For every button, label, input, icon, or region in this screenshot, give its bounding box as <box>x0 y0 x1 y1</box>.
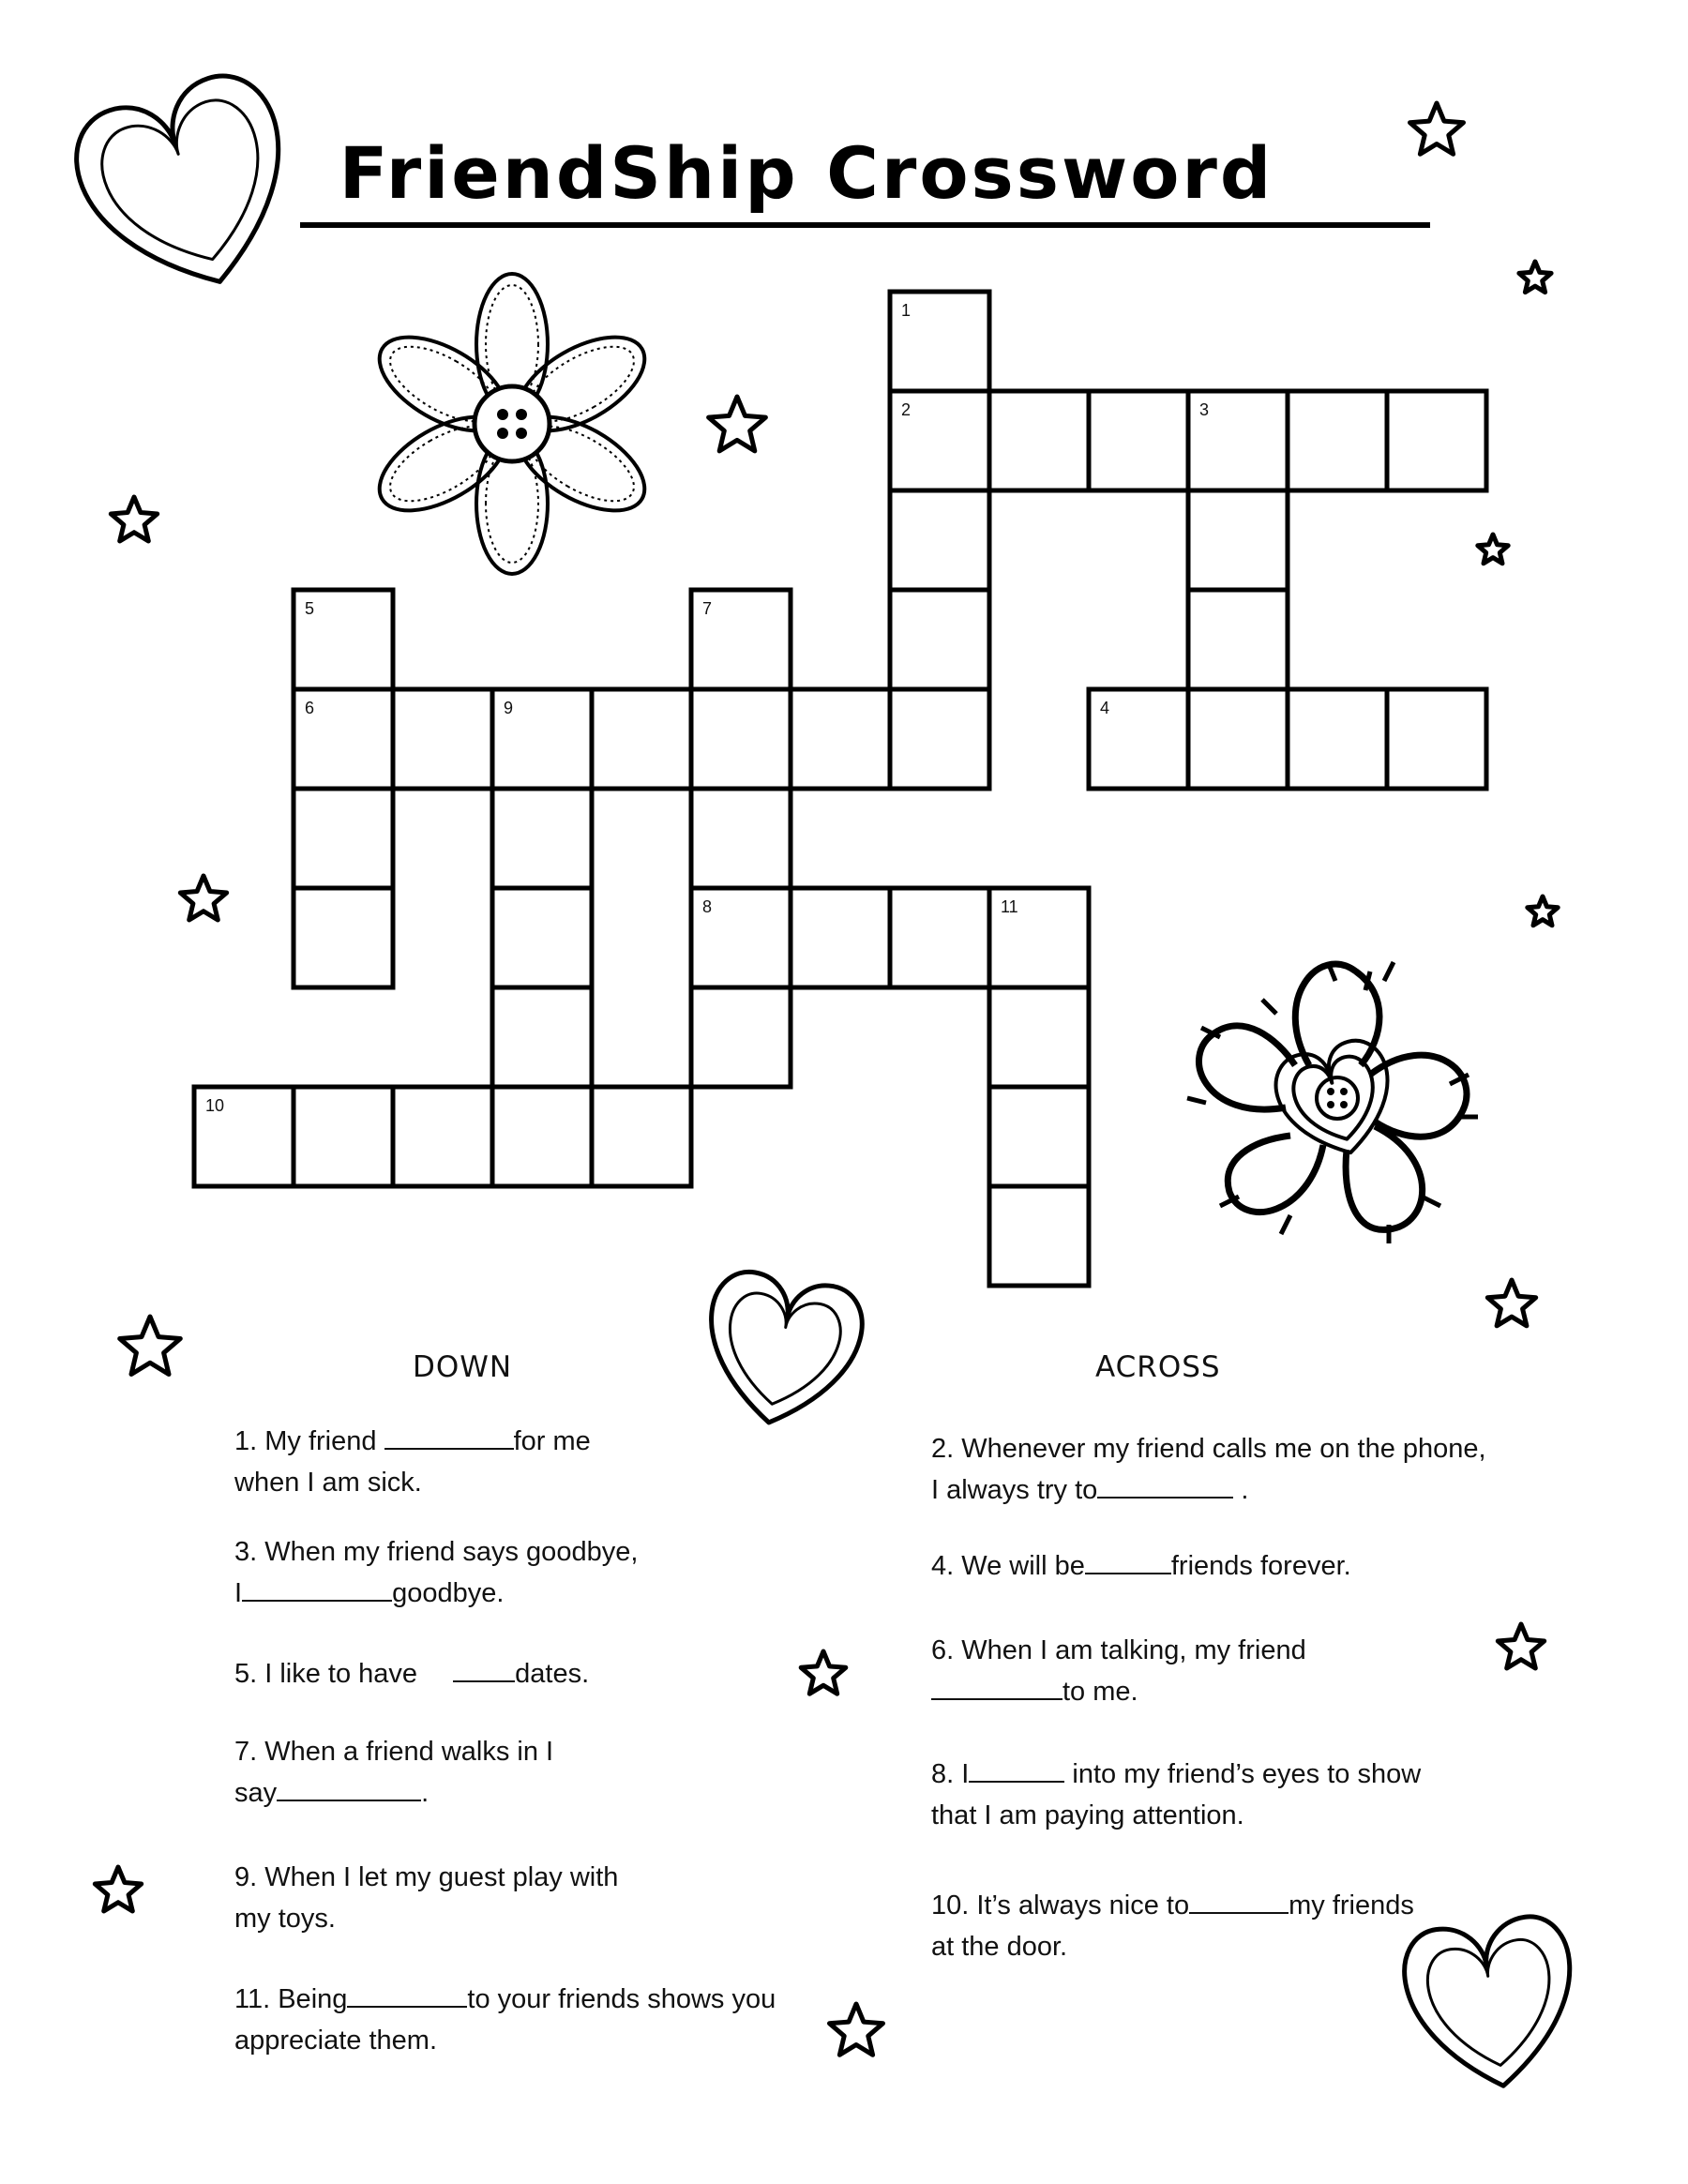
across-clue-6 <box>931 1630 1306 1712</box>
crossword-cell[interactable] <box>989 1186 1089 1286</box>
clue-text: to me. <box>1063 1677 1138 1707</box>
answer-blank[interactable] <box>1097 1472 1233 1499</box>
down-clue-9 <box>234 1857 618 1939</box>
clue-number: 4 <box>1100 699 1110 717</box>
across-heading: ACROSS <box>1095 1350 1221 1384</box>
clue-text: when I am sick. <box>234 1468 422 1498</box>
clue-number: 3 <box>1199 400 1210 419</box>
answer-blank[interactable] <box>347 1981 467 2008</box>
crossword-cell[interactable] <box>1188 689 1288 789</box>
across-clue-4 <box>931 1545 1351 1587</box>
clue-text: 9. When I let my guest play with <box>234 1862 619 1892</box>
across-clue-10 <box>931 1885 1414 1967</box>
clue-text: my friends <box>1289 1890 1414 1920</box>
clue-text: 4. We will be <box>931 1551 1085 1581</box>
answer-blank[interactable] <box>969 1756 1064 1783</box>
clue-text: 2. Whenever my friend calls me on the phone, <box>931 1434 1486 1464</box>
down-clue-11 <box>234 1979 776 2061</box>
crossword-cell[interactable] <box>294 789 393 888</box>
clue-text: that I am paying attention. <box>931 1800 1244 1830</box>
clue-text: at the door. <box>931 1932 1068 1962</box>
crossword-cell[interactable] <box>492 789 592 888</box>
clue-number: 6 <box>305 699 315 717</box>
clue-number: 1 <box>901 301 912 320</box>
crossword-cell[interactable] <box>890 490 989 590</box>
clue-text: for me <box>513 1426 591 1456</box>
down-clue-5 <box>234 1653 589 1694</box>
crossword-cell[interactable] <box>691 789 791 888</box>
crossword-cell[interactable] <box>1387 689 1486 789</box>
crossword-cell[interactable] <box>492 888 592 987</box>
crossword-cell[interactable] <box>592 689 691 789</box>
crossword-cell[interactable] <box>294 888 393 987</box>
page-title: FriendShip Crossword <box>339 131 1274 215</box>
clue-text: goodbye. <box>392 1578 505 1608</box>
crossword-cell[interactable] <box>989 987 1089 1087</box>
clue-text: friends forever. <box>1170 1551 1351 1581</box>
crossword-cell[interactable] <box>890 689 989 789</box>
crossword-cell[interactable] <box>492 987 592 1087</box>
answer-blank[interactable] <box>384 1423 514 1450</box>
clue-text: . <box>1241 1475 1249 1505</box>
clue-text: into my friend’s eyes to show <box>1072 1759 1422 1789</box>
crossword-cell[interactable] <box>1188 590 1288 689</box>
crossword-cell[interactable] <box>592 1087 691 1186</box>
clue-text: say <box>234 1778 278 1808</box>
clue-text: 5. I like to have <box>234 1659 418 1689</box>
clue-text: 7. When a friend walks in I <box>234 1737 554 1767</box>
answer-blank[interactable] <box>931 1674 1063 1700</box>
crossword-cell[interactable] <box>791 689 890 789</box>
clue-text: 11. Being <box>234 1984 348 2014</box>
clue-number: 5 <box>305 599 315 618</box>
clue-text: appreciate them. <box>234 2026 438 2056</box>
crossword-cell[interactable] <box>492 1087 592 1186</box>
clue-text: 3. When my friend says goodbye, <box>234 1537 639 1567</box>
crossword-cell[interactable] <box>989 391 1089 490</box>
crossword-cell[interactable] <box>393 1087 492 1186</box>
crossword-cell[interactable] <box>1288 689 1387 789</box>
answer-blank[interactable] <box>1189 1888 1289 1914</box>
crossword-cell[interactable] <box>691 689 791 789</box>
crossword-cell[interactable] <box>1089 391 1188 490</box>
crossword-cell[interactable] <box>1188 490 1288 590</box>
clue-number: 11 <box>1001 897 1018 916</box>
across-clue-2 <box>931 1428 1486 1511</box>
clue-text: to your friends shows you <box>467 1984 776 2014</box>
across-clue-8 <box>931 1754 1421 1836</box>
crossword-cell[interactable] <box>1387 391 1486 490</box>
answer-blank[interactable] <box>242 1575 392 1602</box>
clue-text: 8. I <box>931 1759 970 1789</box>
down-heading: DOWN <box>413 1350 513 1384</box>
clue-number: 10 <box>205 1096 225 1115</box>
clue-text: 6. When I am talking, my friend <box>931 1635 1306 1665</box>
crossword-cell[interactable] <box>890 888 989 987</box>
crossword-cell[interactable] <box>989 1087 1089 1186</box>
down-clue-7 <box>234 1731 553 1814</box>
clue-text: I always try to <box>931 1475 1098 1505</box>
down-clue-1 <box>234 1421 591 1503</box>
clue-text: 10. It’s always nice to <box>931 1890 1190 1920</box>
crossword-cell[interactable] <box>393 689 492 789</box>
answer-blank[interactable] <box>1085 1548 1171 1574</box>
clue-text: I <box>234 1578 243 1608</box>
clue-number: 8 <box>702 897 713 916</box>
clue-text: dates. <box>515 1659 590 1689</box>
down-clue-3 <box>234 1531 638 1614</box>
clue-number: 9 <box>504 699 514 717</box>
answer-blank[interactable] <box>453 1656 515 1682</box>
crossword-cell[interactable] <box>691 987 791 1087</box>
clue-number: 2 <box>901 400 912 419</box>
crossword-cell[interactable] <box>1288 391 1387 490</box>
crossword-cell[interactable] <box>890 590 989 689</box>
clue-text: my toys. <box>234 1904 336 1934</box>
crossword-cell[interactable] <box>791 888 890 987</box>
clue-text: . <box>421 1778 430 1808</box>
clue-text: 1. My friend <box>234 1426 377 1456</box>
answer-blank[interactable] <box>277 1775 421 1801</box>
crossword-cell[interactable] <box>294 1087 393 1186</box>
clue-number: 7 <box>702 599 713 618</box>
